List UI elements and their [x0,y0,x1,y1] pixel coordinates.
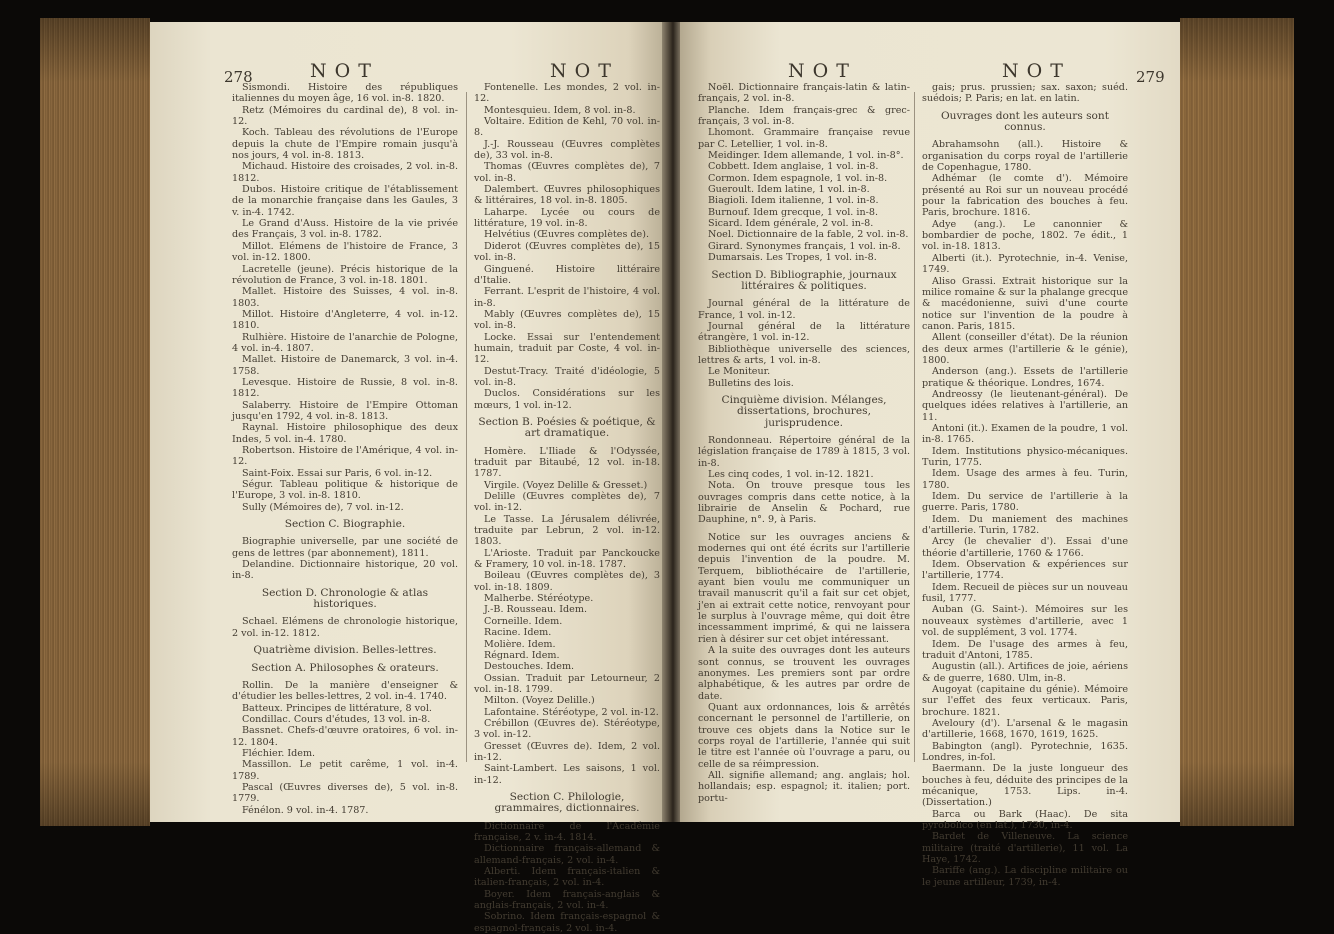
left-page [150,22,665,934]
running-head-left-inner: NOT [550,60,619,82]
catalog-entry: Lhomont. Grammaire française revue par C. Letellier, 1 vol. in-8. [698,127,910,150]
catalog-entry: Cormon. Idem espagnole, 1 vol. in-8. [708,172,888,184]
catalog-entry: Rulhière. Histoire de l'anarchie de Pologne, 4 vol. in-4. 1807. [232,331,458,354]
catalog-entry: Pascal (Œuvres diverses de), 5 vol. in-8. 1779. [232,781,458,805]
section-heading: Cinquième division. Mélanges, dissertations, brochures, jurisprudence. [721,393,887,429]
catalog-entry: Idem. Du maniement des machines d'artillerie. Turin, 1782. [922,513,1128,537]
catalog-entry: Boyer. Idem français-anglais & anglais-français, 2 vol. in-4. [474,888,660,912]
catalog-entry: Laharpe. Lycée ou cours de littérature, 19 vol. in-8. [474,206,660,230]
column-rule [914,92,915,762]
catalog-entry: Augoyat (capitaine du génie). Mémoire sur l'effet des feux verticaux. Paris, brochure. 1821. [922,683,1128,718]
catalog-entry: Girard. Synonymes français, 1 vol. in-8. [708,240,901,252]
catalog-entry: Noel. Dictionnaire de la fable, 2 vol. in-8. [708,229,909,241]
catalog-entry: Dictionnaire de l'Académie française, 2 v. in-4. 1814. [474,820,660,843]
catalog-entry: Delille (Œuvres complètes de), 7 vol. in-12. [474,491,660,514]
catalog-entry: Adhémar (le comte d'). Mémoire présenté au Roi sur un nouveau procédé pour la fabrication des bouches à feu. Paris, brochure. 1816. [922,173,1128,219]
catalog-entry: Bardet de Villeneuve. La science militaire (traité d'artillerie), 11 vol. La Haye, 1742. [922,831,1128,866]
catalog-entry: Aveloury (d'). L'arsenal & le magasin d'artillerie, 1668, 1670, 1619, 1625. [922,717,1128,741]
catalog-entry: Millot. Histoire d'Angleterre, 4 vol. in-12. 1810. [232,308,458,332]
catalog-entry: Andreossy (le lieutenant-général). De quelques idées relatives à l'artillerie, an 11. [922,388,1128,423]
catalog-entry: Millot. Elémens de l'histoire de France, 3 vol. in-12. 1800. [232,240,458,264]
catalog-entry: Bariffe (ang.). La discipline militaire ou le jeune artilleur, 1739, in-4. [922,865,1128,888]
catalog-entry: Abrahamsohn (all.). Histoire & organisation du corps royal de l'artillerie de Copenhague, 1780. [922,139,1128,174]
catalog-entry: Idem. Usage des armes à feu. Turin, 1780. [922,468,1128,491]
catalog-entry: Malherbe. Stéréotype. [484,593,594,605]
catalog-entry: Crébillon (Œuvres de). Stéréotype, 3 vol. in-12. [474,717,660,741]
column-rule [466,92,467,762]
catalog-entry: J.-B. Rousseau. Idem. [484,604,587,616]
catalog-entry: A la suite des ouvrages dont les auteurs sont connus, se trouvent les ouvrages anonymes. Les premiers sont par ordre alphabétique, & les autres par ordre de date. [698,645,910,702]
catalog-entry: Nota. On trouve presque tous les ouvrages compris dans cette notice, à la librairie de Anselin & Pochard, rue Dauphine, n°. 9, à Paris. [698,480,910,526]
catalog-entry: Schael. Elémens de chronologie historique, 2 vol. in-12. 1812. [232,616,458,639]
catalog-entry: Raynal. Histoire philosophique des deux Indes, 5 vol. in-4. 1780. [232,422,458,445]
catalog-entry: Idem. Institutions physico-mécaniques. Turin, 1775. [922,445,1128,468]
catalog-entry: Bulletins des lois. [708,377,794,389]
left-page-column-2 [474,82,660,934]
catalog-entry: Mably (Œuvres complètes de), 15 vol. in-8. [474,308,660,332]
catalog-entry: Planche. Idem français-grec & grec-français, 3 vol. in-8. [698,104,910,128]
catalog-entry: Montesquieu. Idem, 8 vol. in-8. [484,104,636,116]
right-page-stack-edge [1180,18,1294,826]
catalog-entry: Sully (Mémoires de), 7 vol. in-12. [242,501,404,513]
catalog-entry: Mallet. Histoire de Danemarck, 3 vol. in-4. 1758. [232,354,458,377]
catalog-entry: Virgile. (Voyez Delille & Gresset.) [484,479,648,491]
catalog-entry: Baermann. De la juste longueur des bouches à feu, déduite des principes de la mécanique, 1753. Lips. in-4. (Dissertation.) [922,763,1128,809]
catalog-entry: Biographie universelle, par une société de gens de lettres (par abonnement), 1811. [232,536,458,559]
catalog-entry: Rollin. De la manière d'enseigner & d'étudier les belles-lettres, 2 vol. in-4. 1740. [232,679,458,703]
catalog-entry: Batteux. Principes de littérature, 8 vol. [242,702,432,714]
catalog-entry: Fléchier. Idem. [242,747,316,759]
section-heading: Ouvrages dont les auteurs sont connus. [940,109,1110,134]
catalog-entry: Mallet. Histoire des Suisses, 4 vol. in-8. 1803. [232,286,458,309]
catalog-entry: Rondonneau. Répertoire général de la législation française de 1789 à 1815, 3 vol. in-8. [698,434,910,469]
section-heading: Section D. Bibliographie, journaux littéraires & politiques. [711,268,897,292]
catalog-entry: All. signifie allemand; ang. anglais; hol. hollandais; esp. espagnol; it. italien; port. portu- [698,769,910,804]
catalog-entry: Milton. (Voyez Delille.) [484,695,595,707]
catalog-entry: Aliso Grassi. Extrait historique sur la milice romaine & sur la phalange grecque & macédonienne, suivi d'une courte notice sur l'invention de la poudre à canon. Paris, 1815. [922,275,1128,332]
catalog-entry: Quant aux ordonnances, lois & arrêtés concernant le personnel de l'artillerie, on trouve ces objets dans la Notice sur le corps royal de l'artillerie, l'année qui suit le titre est l'année où l'ouvrage a paru, ou celle de sa réimpression. [698,701,910,770]
catalog-entry: Helvétius (Œuvres complètes de). [484,229,650,241]
catalog-entry: Meidinger. Idem allemande, 1 vol. in-8°. [708,150,904,162]
catalog-entry: Antoni (it.). Examen de la poudre, 1 vol. in-8. 1765. [922,422,1128,446]
catalog-entry: Saint-Lambert. Les saisons, 1 vol. in-12. [474,763,660,786]
catalog-entry: Le Moniteur. [708,366,771,378]
catalog-entry: Levesque. Histoire de Russie, 8 vol. in-8. 1812. [232,376,458,400]
catalog-entry: Condillac. Cours d'études, 13 vol. in-8. [242,713,431,725]
catalog-entry: Dumarsais. Les Tropes, 1 vol. in-8. [708,252,877,264]
catalog-entry: Adye (ang.). Le canonnier & bombardier de poche, 1802. 7e édit., 1 vol. in-18. 1813. [922,218,1128,253]
section-heading: Section C. Philologie, grammaires, dictionnaires. [494,790,640,815]
catalog-entry: Saint-Foix. Essai sur Paris, 6 vol. in-12. [242,467,433,479]
catalog-entry: Sobrino. Idem français-espagnol & espagnol-français, 2 vol. in-4. [474,911,660,934]
page-number-left: 278 [224,68,253,86]
catalog-entry: Destut-Tracy. Traité d'idéologie, 5 vol. in-8. [474,365,660,388]
catalog-entry: Destouches. Idem. [484,661,575,673]
catalog-entry: Sicard. Idem générale, 2 vol. in-8. [708,218,874,230]
section-heading: Section B. Poésies & poétique, & art dramatique. [478,415,656,440]
catalog-entry: Dalembert. Œuvres philosophiques & littéraires, 18 vol. in-8. 1805. [474,184,660,207]
catalog-entry: Fénélon. 9 vol. in-4. 1787. [242,804,369,816]
right-page-column-1 [698,82,910,804]
catalog-entry: Lacretelle (jeune). Précis historique de la révolution de France, 3 vol. in-18. 1801. [232,263,458,286]
catalog-entry: J.-J. Rousseau (Œuvres complètes de), 33 vol. in-8. [474,138,660,162]
catalog-entry: Ferrant. L'esprit de l'histoire, 4 vol. in-8. [474,286,660,309]
right-page-column-2 [922,82,1128,888]
catalog-entry: Gueroult. Idem latine, 1 vol. in-8. [708,184,870,196]
catalog-entry: Lafontaine. Stéréotype, 2 vol. in-12. [484,706,659,718]
catalog-entry: Alberti (it.). Pyrotechnie, in-4. Venise, 1749. [922,252,1128,276]
catalog-entry: Robertson. Histoire de l'Amérique, 4 vol. in-12. [232,445,458,468]
catalog-entry: Régnard. Idem. [484,649,560,661]
book-gutter [662,22,682,822]
catalog-entry: Babington (angl). Pyrotechnie, 1635. Londres, in-fol. [922,740,1128,763]
catalog-entry: Corneille. Idem. [484,615,563,627]
section-heading: Section C. Biographie. [284,518,406,531]
catalog-entry: Biagioli. Idem italienne, 1 vol. in-8. [708,195,879,207]
section-heading: Section A. Philosophes & orateurs. [251,661,439,674]
catalog-entry: Boileau (Œuvres complètes de), 3 vol. in-18. 1809. [474,570,660,593]
catalog-entry: Fontenelle. Les mondes, 2 vol. in-12. [474,82,660,105]
right-page [680,22,1180,888]
catalog-entry: gais; prus. prussien; sax. saxon; suéd. suédois; P. Paris; en lat. en latin. [922,82,1128,105]
catalog-entry: Retz (Mémoires du cardinal de), 8 vol. in-12. [232,104,458,128]
catalog-entry: Le Grand d'Auss. Histoire de la vie privée des Français, 3 vol. in-8. 1782. [232,218,458,241]
catalog-entry: Gresset (Œuvres de). Idem, 2 vol. in-12. [474,740,660,763]
catalog-entry: Burnouf. Idem grecque, 1 vol. in-8. [708,206,879,218]
running-head-left-outer: NOT [310,60,379,82]
catalog-entry: L'Arioste. Traduit par Panckoucke & Framery, 10 vol. in-18. 1787. [474,547,660,571]
section-heading: Section D. Chronologie & atlas historiques. [261,586,429,611]
catalog-entry: Noël. Dictionnaire français-latin & latin-français, 2 vol. in-8. [698,82,910,105]
catalog-entry: Dubos. Histoire critique de l'établissement de la monarchie française dans les Gaules, 3 v. in-4. 1742. [232,184,458,218]
catalog-entry: Barca ou Bark (Haac). De sita pyrobolico (en lat.), 1730, in-4. [922,808,1128,831]
catalog-entry: Notice sur les ouvrages anciens & modernes qui ont été écrits sur l'artillerie depuis l'invention de la poudre. M. Terquem, bibliothécaire de l'artillerie, ayant bien voulu me communiquer un travail manuscrit qu'il a fait sur cet objet, j'en ai extrait cette notice, renvoyant pour le surplus à l'ouvrage même, qui doit être incessamment imprimé, & qui ne laissera rien à désirer sur cet objet intéressant. [698,531,910,645]
catalog-entry: Diderot (Œuvres complètes de), 15 vol. in-8. [474,240,660,264]
catalog-entry: Bibliothèque universelle des sciences, lettres & arts, 1 vol. in-8. [698,343,910,366]
section-heading: Quatrième division. Belles-lettres. [253,644,437,657]
catalog-entry: Thomas (Œuvres complètes de), 7 vol. in-8. [474,161,660,184]
catalog-entry: Homère. L'Iliade & l'Odyssée, traduit par Bitaubé, 12 vol. in-18. 1787. [474,445,660,480]
catalog-entry: Michaud. Histoire des croisades, 2 vol. in-8. 1812. [232,161,458,184]
catalog-entry: Koch. Tableau des révolutions de l'Europe depuis la chute de l'Empire romain jusqu'à nos jours, 4 vol. in-8. 1813. [232,127,458,162]
catalog-entry: Journal général de la littérature étrangère, 1 vol. in-12. [698,320,910,344]
catalog-entry: Duclos. Considérations sur les mœurs, 1 vol. in-12. [474,388,660,411]
catalog-entry: Arcy (le chevalier d'). Essai d'une théorie d'artillerie, 1760 & 1766. [922,536,1128,559]
left-page-stack-edge [40,18,150,826]
catalog-entry: Salaberry. Histoire de l'Empire Ottoman jusqu'en 1792, 4 vol. in-8. 1813. [232,399,458,422]
catalog-entry: Auban (G. Saint-). Mémoires sur les nouveaux systèmes d'artillerie, avec 1 vol. de supplément, 3 vol. 1774. [922,604,1128,639]
catalog-entry: Idem. Observation & expériences sur l'artillerie, 1774. [922,559,1128,582]
catalog-entry: Alberti. Idem français-italien & italien-français, 2 vol. in-4. [474,866,660,889]
catalog-entry: Journal général de la littérature de France, 1 vol. in-12. [698,298,910,321]
catalog-entry: Voltaire. Edition de Kehl, 70 vol. in-8. [474,116,660,139]
catalog-entry: Racine. Idem. [484,627,552,639]
running-head-right-outer: NOT [1002,60,1071,82]
catalog-entry: Ossian. Traduit par Letourneur, 2 vol. in-18. 1799. [474,672,660,695]
catalog-entry: Anderson (ang.). Essets de l'artillerie pratique & théorique. Londres, 1674. [922,366,1128,389]
catalog-entry: Locke. Essai sur l'entendement humain, traduit par Coste, 4 vol. in-12. [474,331,660,366]
catalog-entry: Sismondi. Histoire des républiques italiennes du moyen âge, 16 vol. in-8. 1820. [232,82,458,105]
catalog-entry: Molière. Idem. [484,638,556,650]
catalog-entry: Augustin (all.). Artifices de joie, aériens & de guerre, 1680. Ulm, in-8. [922,661,1128,684]
catalog-entry: Dictionnaire français-allemand & allemand-français, 2 vol. in-4. [474,843,660,866]
catalog-entry: Ségur. Tableau politique & historique de l'Europe, 3 vol. in-8. 1810. [232,479,458,502]
catalog-entry: Delandine. Dictionnaire historique, 20 vol. in-8. [232,559,458,582]
catalog-entry: Idem. De l'usage des armes à feu, traduit d'Antoni, 1785. [922,638,1128,661]
catalog-entry: Idem. Du service de l'artillerie à la guerre. Paris, 1780. [922,491,1128,514]
catalog-entry: Ginguené. Histoire littéraire d'Italie. [474,263,660,286]
catalog-entry: Les cinq codes, 1 vol. in-12. 1821. [708,469,874,480]
catalog-entry: Le Tasse. La Jérusalem délivrée, traduite par Lebrun, 2 vol. in-12. 1803. [474,513,660,548]
running-head-right-inner: NOT [788,60,857,82]
catalog-entry: Bassnet. Chefs-d'œuvre oratoires, 6 vol. in-12. 1804. [232,725,458,748]
left-page-column-1 [232,82,458,816]
catalog-entry: Idem. Recueil de pièces sur un nouveau fusil, 1777. [922,581,1128,605]
catalog-entry: Allent (conseiller d'état). De la réunion des deux armes (l'artillerie & le génie), 1800. [922,332,1128,366]
page-number-right: 279 [1136,68,1165,86]
catalog-entry: Cobbett. Idem anglaise, 1 vol. in-8. [708,161,879,173]
catalog-entry: Massillon. Le petit carême, 1 vol. in-4. 1789. [232,759,458,782]
